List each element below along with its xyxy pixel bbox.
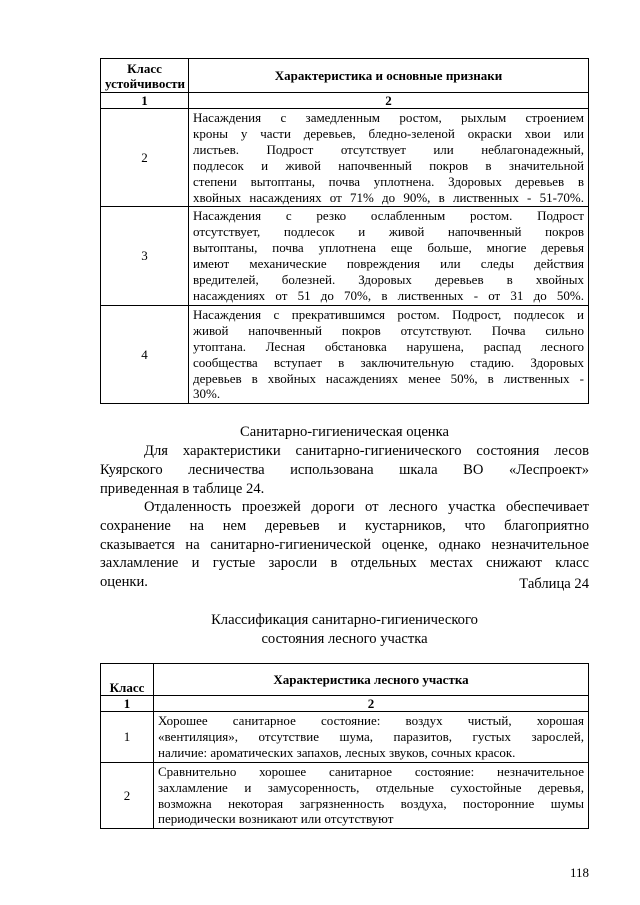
column-number-1: 1 [101,93,189,109]
header-description: Характеристика и основные признаки [189,59,589,93]
text-line: периодически возникают или отсутствуют [158,811,394,827]
header-description: Характеристика лесного участка [154,664,589,696]
text-line: степени вытоптаны, почва уплотнена. Здоровых деревьев в [193,173,584,189]
text-line: Насаждения с резко ослабленным ростом. Подрост [193,208,584,224]
table-row [101,762,589,829]
text-line: деревьев в хвойных насаждениях менее 50%, в лиственных - [193,370,584,386]
description-cell [189,207,589,305]
text-line: 30%. [193,386,221,402]
description-cell [154,762,589,829]
section-title: Санитарно-гигиеническая оценка [240,424,449,440]
text-line: Насаждения с замедленным ростом, рыхлым строением [193,110,584,125]
table-label: Таблица 24 [519,576,589,592]
class-cell: 4 [101,305,189,403]
text-line: сохранение на нем деревьев и кустарников, что благоприятно [100,517,589,534]
text-line: захламление и густые заросли в отдельных местах снижают класс [100,555,589,572]
text-line: Куярского лесничества использована шкала ВО «Леспроект» [100,461,589,478]
text-line: Насаждения с прекратившимся ростом. Подрост, подлесок и [193,306,584,322]
column-number-1: 1 [101,696,154,712]
table-row [101,305,589,403]
stability-class-table [100,58,589,404]
description-cell [154,712,589,763]
text-line: Хорошее санитарное состояние: воздух чистый, хорошая [158,713,584,728]
text-line: кроны у части деревьев, бледно-зеленой окраски хвои или [193,125,584,141]
text-line: Сравнительно хорошее санитарное состояние: незначительное [158,763,584,779]
column-number-row [101,93,589,109]
text-line: листьев. Подрост отсутствует или неблагонадежный, [193,141,584,157]
class-cell: 3 [101,207,189,305]
table-row [101,109,589,207]
text-line: захламление и замусоренность, отдельные сухостойные деревья, [158,779,584,795]
text-line: утоптана. Лесная обстановка нарушена, распад лесного [193,338,584,354]
description-cell [189,109,589,207]
text-line: возможна некоторая загрязненность воздуха, посторонние шумы [158,795,584,811]
sanitary-class-table [100,663,589,829]
description-cell [189,305,589,403]
text-line: наличие: ароматических запахов, лесных звуков, сочных красок. [158,744,516,760]
text-line: имеют механические повреждения или следы действия [193,256,584,272]
table-row [101,712,589,763]
text-line: вытоптаны, почва уплотнена еще больше, многие деревья [193,240,584,256]
header-class: Класс [101,664,154,696]
text-line: приведенная в таблице 24. [100,480,265,497]
column-number-2: 2 [189,93,589,109]
text-line: хвойных насаждениях от 71% до 90%, в лиственных - 51-70%. [193,189,584,205]
class-cell: 2 [101,762,154,829]
text-line: оценки. [100,574,148,591]
text-line: живой напочвенный покров отсутствуют. Почва сильно [193,322,584,338]
table-caption [100,611,589,649]
caption-line: Классификация санитарно-гигиенического [211,612,478,628]
text-line: Отдаленность проезжей дороги от лесного участка обеспечивает [144,499,589,515]
text-line: сообщества вступает в заключительную стадию. Здоровых [193,354,584,370]
text-line: Для характеристики санитарно-гигиенического состояния лесов [144,443,589,459]
text-line: сказывается на санитарно-гигиенической оценке, однако незначительное [100,536,589,553]
table-header-row [101,664,589,696]
caption-line: состояния лесного участка [261,630,428,647]
column-number-2: 2 [154,696,589,712]
class-cell: 2 [101,109,189,207]
paragraph-1 [100,442,589,498]
class-cell: 1 [101,712,154,763]
text-line: подлесок и живой напочвенный покров в значительной [193,157,584,173]
text-line: отсутствует, подлесок и живой напочвенный покров [193,224,584,240]
column-number-row [101,696,589,712]
text-line: насаждениях от 51 до 70%, в лиственных - от 31 до 50%. [193,287,584,303]
table-row [101,207,589,305]
text-line: «вентиляция», отсутствие шума, паразитов, густых зарослей, [158,728,584,744]
page-number: 118 [569,865,589,880]
text-line: вредителей, болезней. Здоровых деревьев в хвойных [193,272,584,288]
header-class: Класс устойчивости [101,59,189,93]
table-header-row [101,59,589,93]
